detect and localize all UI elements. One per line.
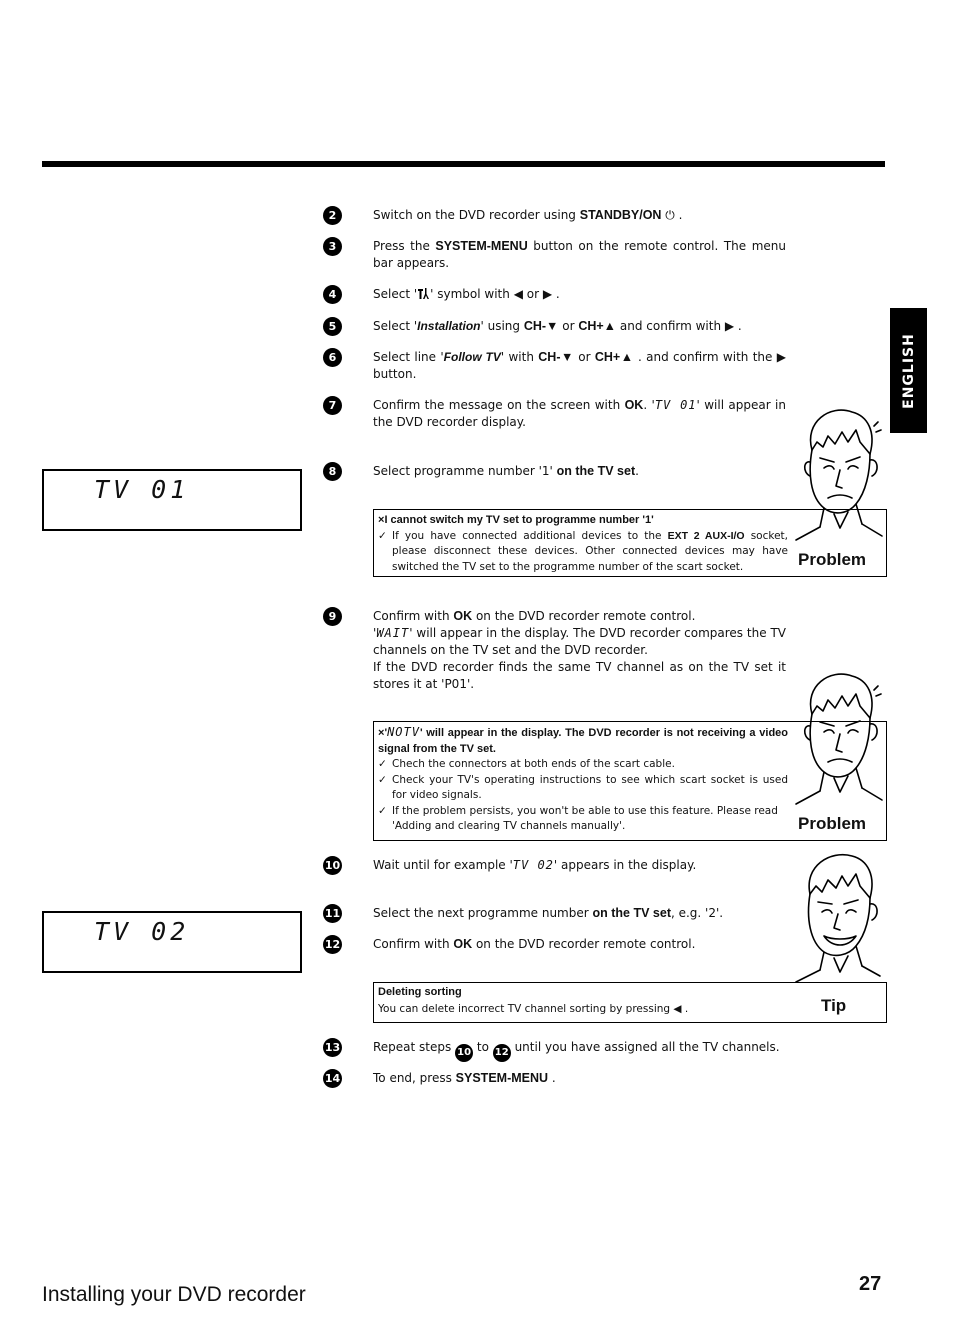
tip-face-illustration [792,848,882,983]
language-label: ENGLISH [900,332,917,409]
problem-face-illustration [790,402,885,542]
problem-label: Problem [798,814,867,833]
right-arrow-icon: ▶ [542,287,553,301]
step-number: 9 [323,607,342,626]
cross-icon: × [378,727,385,739]
step-text: Confirm with OK on the DVD recorder remote control. [373,937,696,951]
step-text: Select ' ' symbol with ◀ or ▶ . [373,287,560,301]
footer-section-title: Installing your DVD recorder [42,1283,306,1306]
page-number: 27 [859,1273,882,1295]
step-number: 14 [323,1069,342,1088]
recorder-display-2 [42,911,302,973]
left-arrow-icon: ◀ [513,287,523,301]
problem-item: ✓ Chech the connectors at both ends of the scart cable. [378,757,788,773]
cross-icon: × [378,514,385,526]
check-icon: ✓ [378,804,387,817]
problem-label: Problem [798,550,867,569]
step-number: 3 [323,237,342,256]
recorder-display-1 [42,469,302,531]
problem-item: ✓ If you have connected additional devices to the EXT 2 AUX-I/O socket, please disconnect these devices. Other connected devices may have switched the TV set to the programme number of the scart socket. [378,529,788,573]
left-arrow-icon: ◀ [673,1002,682,1015]
step-text: Confirm the message on the screen with OK. 'TV 01' will appear in the DVD recorder display. [373,398,786,429]
step-text: Confirm with OK on the DVD recorder remote control. 'WAIT' will appear in the display. The DVD recorder compares the TV channels on the TV set and the DVD recorder. If the DVD recorder finds the same TV channel as on the TV set it stores it at 'P01'. [373,609,786,691]
step-number: 6 [323,348,342,367]
problem-heading: ×I cannot switch my TV set to programme number '1' [378,514,654,526]
step-text: Select programme number '1' on the TV set. [373,464,639,478]
tip-box [373,982,887,1023]
step-number: 4 [323,285,342,304]
check-icon: ✓ [378,758,387,770]
tip-label: Tip [821,996,847,1015]
step-number: 11 [323,904,342,923]
standby-icon: ⏻ [665,208,675,222]
step-number: 8 [323,462,342,481]
tip-heading: Deleting sorting [378,986,462,998]
step-number: 12 [323,935,342,954]
step-number: 7 [323,396,342,415]
step-text: Select line 'Follow TV' with CH-▼ or CH+▲ . and confirm with the ▶ button. [373,350,786,381]
problem-item: ✓ Check your TV's operating instructions to see which scart socket is used for video signals. [378,773,788,801]
display-text: TV 01 [94,475,190,504]
step-ref: 12 [493,1044,511,1062]
check-icon: ✓ [378,773,387,786]
right-arrow-icon: ▶ [776,350,786,364]
check-icon: ✓ [378,529,387,542]
step-number: 13 [323,1038,342,1057]
language-tab [890,308,927,433]
right-arrow-icon: ▶ [724,319,735,333]
problem-heading: ×'NOTV' will appear in the display. The DVD recorder is not receiving a video signal from the TV set. [378,725,788,755]
step-number: 10 [323,856,342,875]
problem-item: ✓ If the problem persists, you won't be able to use this feature. Please read 'Adding and clearing TV channels manually'. [378,804,778,832]
step-number: 5 [323,317,342,336]
step-ref: 10 [455,1044,473,1062]
step-number: 2 [323,206,342,225]
problem-face-illustration [790,666,885,806]
step-text: Repeat steps 10 to 12 until you have assigned all the TV channels. [373,1039,786,1062]
step-text: Wait until for example 'TV 02' appears in the display. [373,858,697,872]
display-text: TV 02 [94,917,190,946]
step-text: Select the next programme number on the TV set, e.g. '2'. [373,906,724,920]
step-text: Switch on the DVD recorder using STANDBY/ON ⏻ . [373,208,683,222]
step-text: To end, press SYSTEM-MENU . [373,1071,556,1085]
step-text: Press the SYSTEM-MENU button on the remote control. The menu bar appears. [373,239,786,270]
step-text: Select 'Installation' using CH-▼ or CH+▲ and confirm with ▶ . [373,319,742,333]
top-rule [42,161,885,167]
tip-text: You can delete incorrect TV channel sorting by pressing ◀ . [378,1002,689,1015]
wrench-icon [417,287,430,300]
